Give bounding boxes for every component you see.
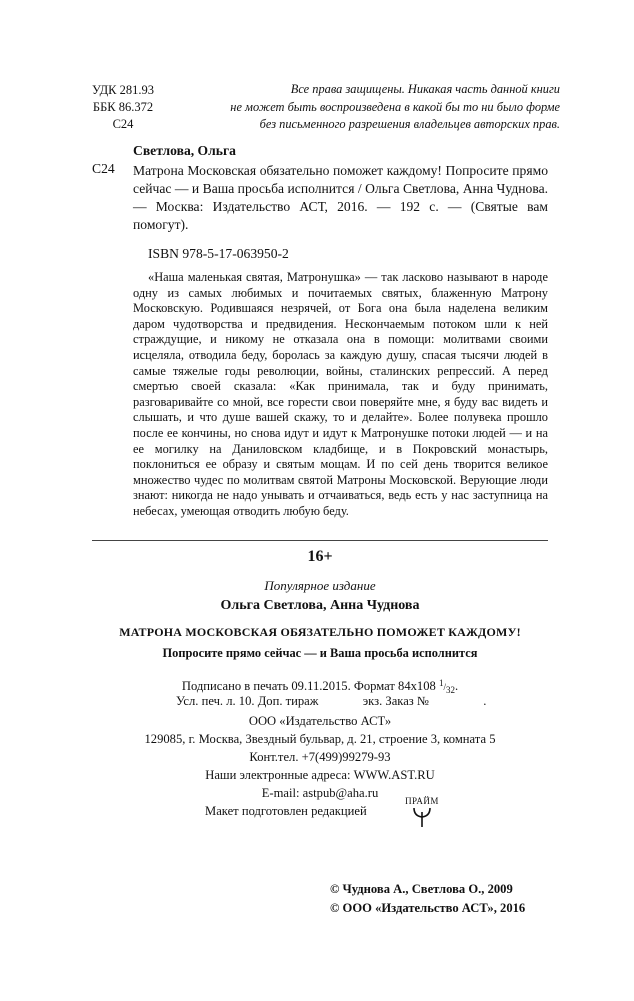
imprint-authors: Ольга Светлова, Анна Чуднова: [220, 598, 420, 613]
order-end: .: [483, 694, 487, 708]
publisher-web: Наши электронные адреса: WWW.AST.RU: [205, 768, 435, 782]
format-denominator: 32: [446, 684, 455, 695]
rights-line: без письменного разрешения владельцев авторских прав.: [259, 117, 560, 131]
annotation: «Наша маленькая святая, Матронушка» — так ласково называют в народе одну из самых любимых и почитаемых святых, блаженную Матрону Московскую. Родившаяся незрячей, от Бога она была наделена великим даром чудотворства и предвидения. Нескончаемым потоком шли к ней страждущие, и никому не отказала она в помощи: молитвами своими исцеляла, отводила беду, боролась за каждую душу, спасая тысячи людей в самые тяжелые годы революции, войны, сталинских репрессий. А перед смертью своей сказала: «Как принимала, так и буду принимать, разговаривайте со мной, все горести свои поверяйте мне, я буду вас видеть и слышать, и что душе вашей скажу, то и делайте». Более полувека прошло после ее кончины, но снова идут и идут к Матронушке потоки людей — и на ее могилку на Даниловском кладбище, и в Покровский монастырь, поклониться ее образу и святым мощам. И по сей день творится великое множество чудес по молитвам святой Матроны Московской. Верующие люди знают: никогда не надо унывать и отчаиваться, ведь есть у нас заступница на небесах, умеющая отводить любую беду.: [133, 270, 548, 518]
rights-line: Все права защищены. Никакая часть данной книги: [290, 82, 560, 96]
isbn: ISBN 978-5-17-063950-2: [148, 246, 289, 261]
format-fraction: $^1/_{32}$: [438, 678, 455, 695]
layout-credit: Макет подготовлен редакцией: [205, 804, 367, 818]
rights-line: не может быть воспроизведена в какой бы то ни было форме: [230, 99, 560, 114]
signed-text: Подписано в печать 09.11.2015. Формат 84х108: [181, 679, 436, 693]
udk-code: УДК 281.93: [92, 83, 154, 97]
publisher-address: 129085, г. Москва, Звездный бульвар, д. 21, строение 3, комната 5: [144, 732, 496, 746]
sheets-text: Усл. печ. л. 10. Доп. тираж: [176, 694, 319, 708]
copyright-block: [330, 880, 560, 918]
publisher-email: E-mail: astpub@aha.ru: [261, 786, 379, 800]
edition-type: Популярное издание: [264, 578, 376, 593]
bib-author: Светлова, Ольга: [133, 143, 236, 158]
logo-text: ПРАЙМ: [405, 796, 439, 806]
age-rating: 16+: [307, 548, 333, 565]
book-subtitle: Попросите прямо сейчас — и Ваша просьба исполнится: [162, 646, 478, 660]
rights-notice: [190, 81, 560, 134]
book-title: МАТРОНА МОСКОВСКАЯ ОБЯЗАТЕЛЬНО ПОМОЖЕТ КАЖДОМУ!: [119, 625, 521, 639]
bbk-code: ББК 86.372: [92, 100, 154, 114]
publisher-phone: Конт.тел. +7(499)99279-93: [249, 750, 391, 764]
format-end: .: [455, 679, 459, 693]
copyright-line: © ООО «Издательство АСТ», 2016: [330, 901, 526, 915]
bib-description: Матрона Московская обязательно поможет каждому! Попросите прямо сейчас — и Ваша просьба исполнится / Ольга Светлова, Анна Чуднова. — Москва: Издательство АСТ, 2016. — 192 с. — (Святые вам помогут).: [133, 163, 548, 232]
format-numerator: 1: [438, 678, 444, 688]
prime-logo: [400, 796, 444, 833]
author-sign: С24: [112, 117, 134, 131]
classification-codes: [92, 82, 154, 133]
prime-logo-icon: [410, 806, 434, 828]
copies-order: экз. Заказ №: [362, 694, 429, 708]
copyright-line: © Чуднова А., Светлова О., 2009: [330, 882, 513, 896]
publisher: ООО «Издательство АСТ»: [248, 714, 392, 728]
print-sheets: [176, 693, 556, 711]
bib-code: С24: [92, 161, 115, 176]
divider: [92, 540, 548, 541]
